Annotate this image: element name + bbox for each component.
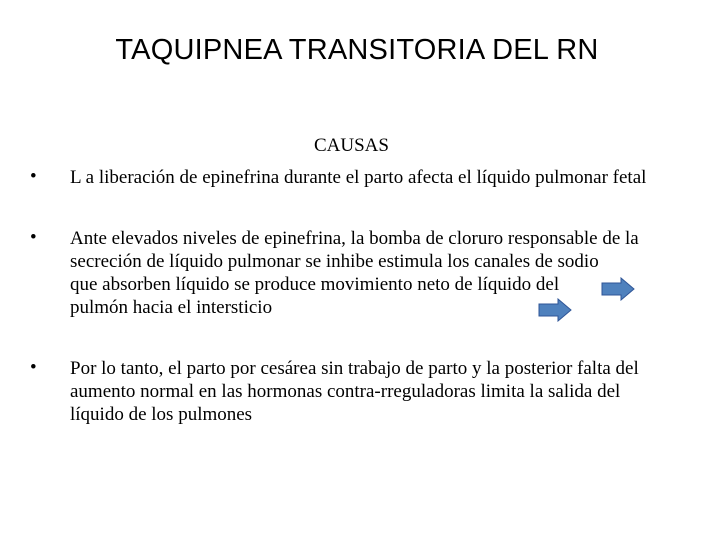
- bullet-marker: •: [30, 227, 37, 248]
- bullet-text-line: Por lo tanto, el parto por cesárea sin trabajo de parto y la posterior falta del: [70, 358, 639, 379]
- bullet-text-line: que absorben líquido se produce movimiento neto de líquido del: [70, 274, 560, 295]
- right-arrow-icon: [538, 298, 572, 322]
- slide-subtitle: CAUSAS: [314, 135, 389, 156]
- bullet-marker: •: [30, 357, 37, 378]
- bullet-marker: •: [30, 166, 37, 187]
- bullet-text-line: L a liberación de epinefrina durante el parto afecta el líquido pulmonar fetal: [70, 167, 647, 188]
- right-arrow-icon: [601, 277, 635, 301]
- bullet-text-line: Ante elevados niveles de epinefrina, la bomba de cloruro responsable de la: [70, 228, 639, 249]
- bullet-text-line: pulmón hacia el intersticio: [70, 297, 273, 318]
- bullet-text-line: aumento normal en las hormonas contra-rreguladoras limita la salida del: [70, 381, 621, 402]
- bullet-text-line: líquido de los pulmones: [70, 404, 253, 425]
- slide-title: TAQUIPNEA TRANSITORIA DEL RN: [115, 34, 599, 66]
- bullet-text-line: secreción de líquido pulmonar se inhibe estimula los canales de sodio: [70, 251, 599, 272]
